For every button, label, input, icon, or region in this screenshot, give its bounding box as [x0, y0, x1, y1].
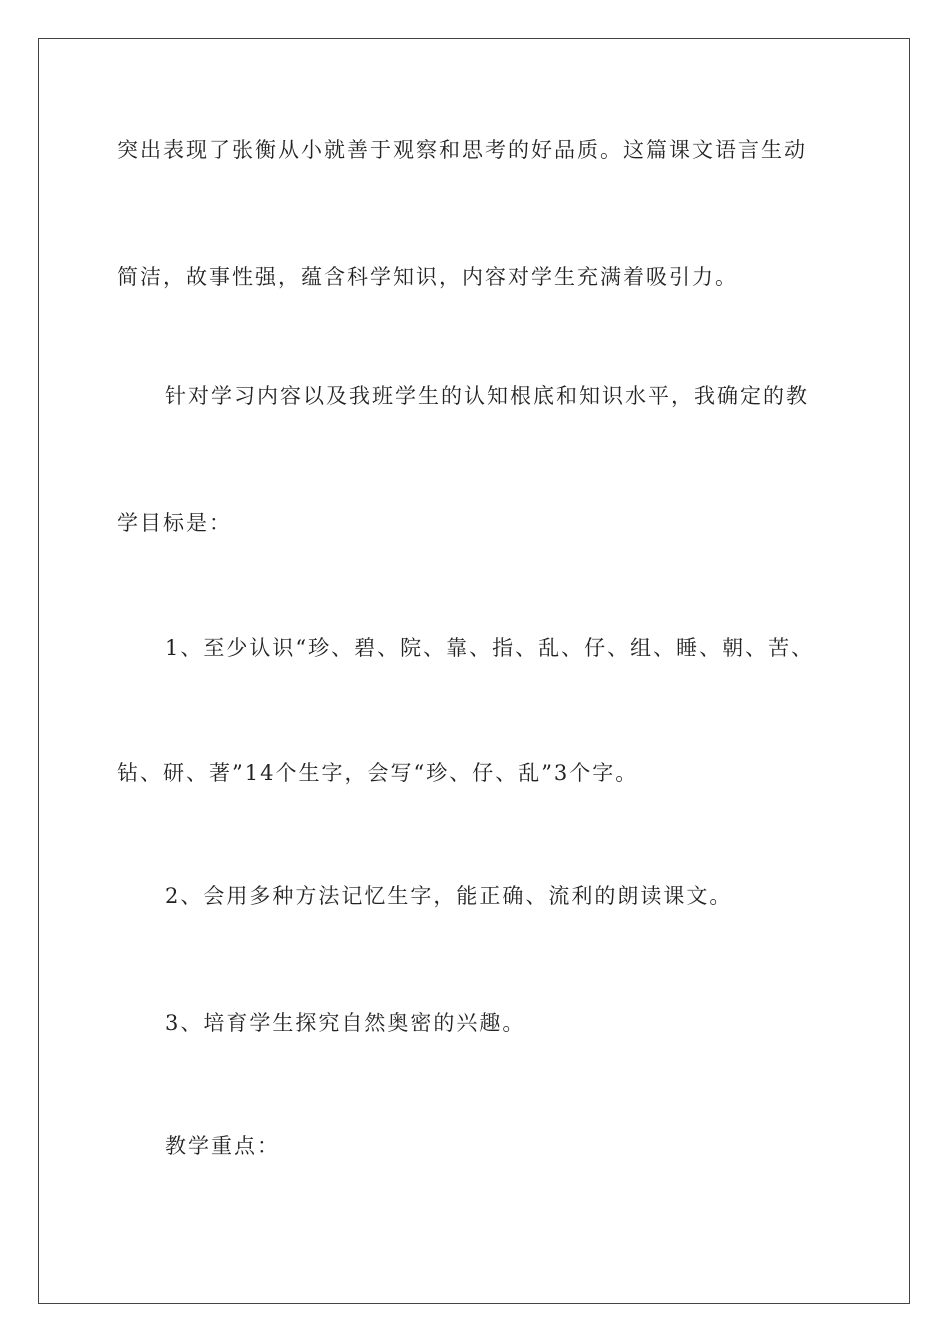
list-item-1-line-2: 钻、研、著”14个生字，会写“珍、仔、乱”3个字。 [117, 761, 639, 785]
list-item-1-line-1: 1、至少认识“珍、碧、院、靠、指、乱、仔、组、睡、朝、苦、 [165, 636, 815, 660]
paragraph-line-3: 针对学习内容以及我班学生的认知根底和知识水平，我确定的教 [165, 384, 809, 408]
paragraph-line-1: 突出表现了张衡从小就善于观察和思考的好品质。这篇课文语言生动 [117, 138, 807, 162]
list-item-2: 2、会用多种方法记忆生字，能正确、流利的朗读课文。 [165, 884, 733, 908]
section-heading-teaching-focus: 教学重点： [165, 1134, 280, 1158]
paragraph-line-4: 学目标是： [117, 511, 232, 535]
list-item-3: 3、培育学生探究自然奥密的兴趣。 [165, 1011, 526, 1035]
paragraph-line-2: 简洁，故事性强，蕴含科学知识，内容对学生充满着吸引力。 [117, 265, 738, 289]
page-border [38, 38, 910, 1304]
